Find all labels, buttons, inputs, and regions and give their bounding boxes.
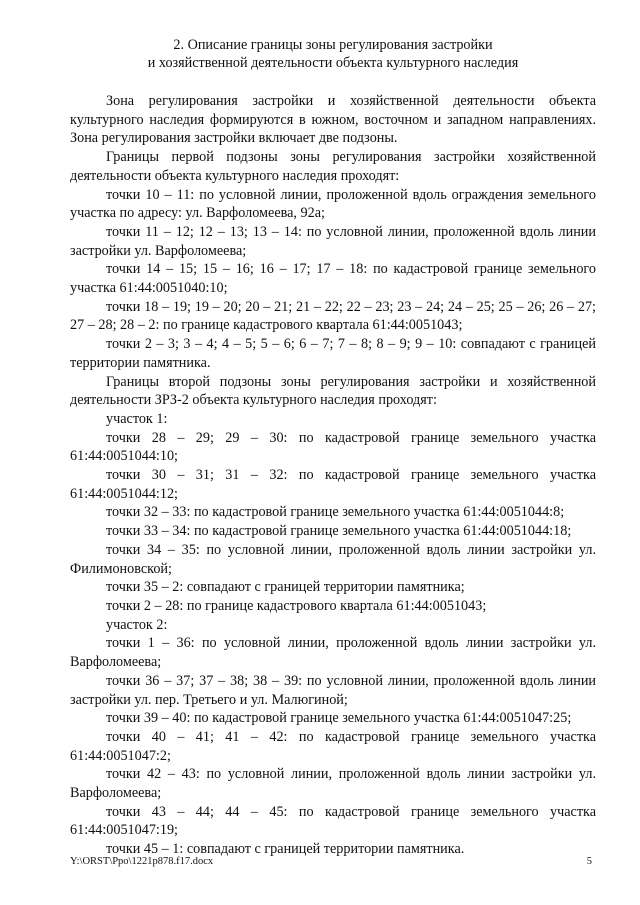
- footer-file-path: Y:\ORST\Ppo\1221p878.f17.docx: [70, 856, 214, 867]
- footer-page-number: 5: [586, 856, 592, 867]
- paragraph: точки 45 – 1: совпадают с границей территории памятника.: [106, 841, 465, 858]
- paragraph: точки 10 – 11: по условной линии, проложенной вдоль ограждения земельного участка по адресу: ул. Варфоломеева, 92а;: [70, 186, 596, 222]
- paragraph: точки 18 – 19; 19 – 20; 20 – 21; 21 – 22; 22 – 23; 23 – 24; 24 – 25; 25 – 26; 26 – 27; 27 – 28; 28 – 2: по границе кадастрового квартала 61:44:0051043;: [70, 298, 596, 334]
- paragraph: точки 35 – 2: совпадают с границей территории памятника;: [106, 579, 465, 596]
- paragraph: точки 34 – 35: по условной линии, проложенной вдоль линии застройки ул. Филимоновской;: [70, 541, 596, 577]
- paragraph: Границы второй подзоны зоны регулирования застройки и хозяйственной деятельности ЗРЗ-2 объекта культурного наследия проходят:: [70, 373, 596, 409]
- paragraph: точки 14 – 15; 15 – 16; 16 – 17; 17 – 18: по кадастровой границе земельного участка 61:44:0051040:10;: [70, 261, 596, 297]
- paragraph: точки 42 – 43: по условной линии, проложенной вдоль линии застройки ул. Варфоломеева;: [70, 766, 596, 802]
- paragraph: точки 33 – 34: по кадастровой границе земельного участка 61:44:0051044:18;: [106, 523, 572, 540]
- paragraph: точки 36 – 37; 37 – 38; 38 – 39: по условной линии, проложенной вдоль линии застройки ул. пер. Третьего и ул. Малюгиной;: [70, 672, 596, 708]
- paragraph: точки 32 – 33: по кадастровой границе земельного участка 61:44:0051044:8;: [106, 504, 565, 521]
- section-title: [70, 36, 596, 72]
- paragraph: точки 40 – 41; 41 – 42: по кадастровой границе земельного участка 61:44:0051047:2;: [70, 728, 596, 764]
- paragraph: точки 2 – 28: по границе кадастрового квартала 61:44:0051043;: [106, 597, 487, 614]
- document-body: [70, 92, 596, 859]
- paragraph: Зона регулирования застройки и хозяйственной деятельности объекта культурного наследия формируются в южном, восточном и западном направлениях. Зона регулирования застройки включает две подзоны.: [70, 93, 596, 147]
- paragraph: точки 11 – 12; 12 – 13; 13 – 14: по условной линии, проложенной вдоль линии застройки ул. Варфоломеева;: [70, 223, 596, 259]
- section-title-line-1: 2. Описание границы зоны регулирования застройки: [173, 37, 493, 53]
- paragraph: участок 2:: [106, 616, 168, 633]
- paragraph: точки 28 – 29; 29 – 30: по кадастровой границе земельного участка 61:44:0051044:10;: [70, 429, 596, 465]
- paragraph: точки 1 – 36: по условной линии, проложенной вдоль линии застройки ул. Варфоломеева;: [70, 635, 596, 671]
- paragraph: точки 2 – 3; 3 – 4; 4 – 5; 5 – 6; 6 – 7; 7 – 8; 8 – 9; 9 – 10: совпадают с границей территории памятника.: [70, 336, 596, 371]
- paragraph: точки 30 – 31; 31 – 32: по кадастровой границе земельного участка 61:44:0051044:12;: [70, 467, 596, 502]
- paragraph: точки 39 – 40: по кадастровой границе земельного участка 61:44:0051047:25;: [106, 710, 572, 727]
- paragraph: точки 43 – 44; 44 – 45: по кадастровой границе земельного участка 61:44:0051047:19;: [70, 803, 596, 839]
- section-title-line-2: и хозяйственной деятельности объекта культурного наследия: [147, 55, 519, 71]
- paragraph: участок 1:: [106, 410, 168, 427]
- paragraph: Границы первой подзоны зоны регулирования застройки хозяйственной деятельности объекта культурного наследия проходят:: [70, 149, 596, 184]
